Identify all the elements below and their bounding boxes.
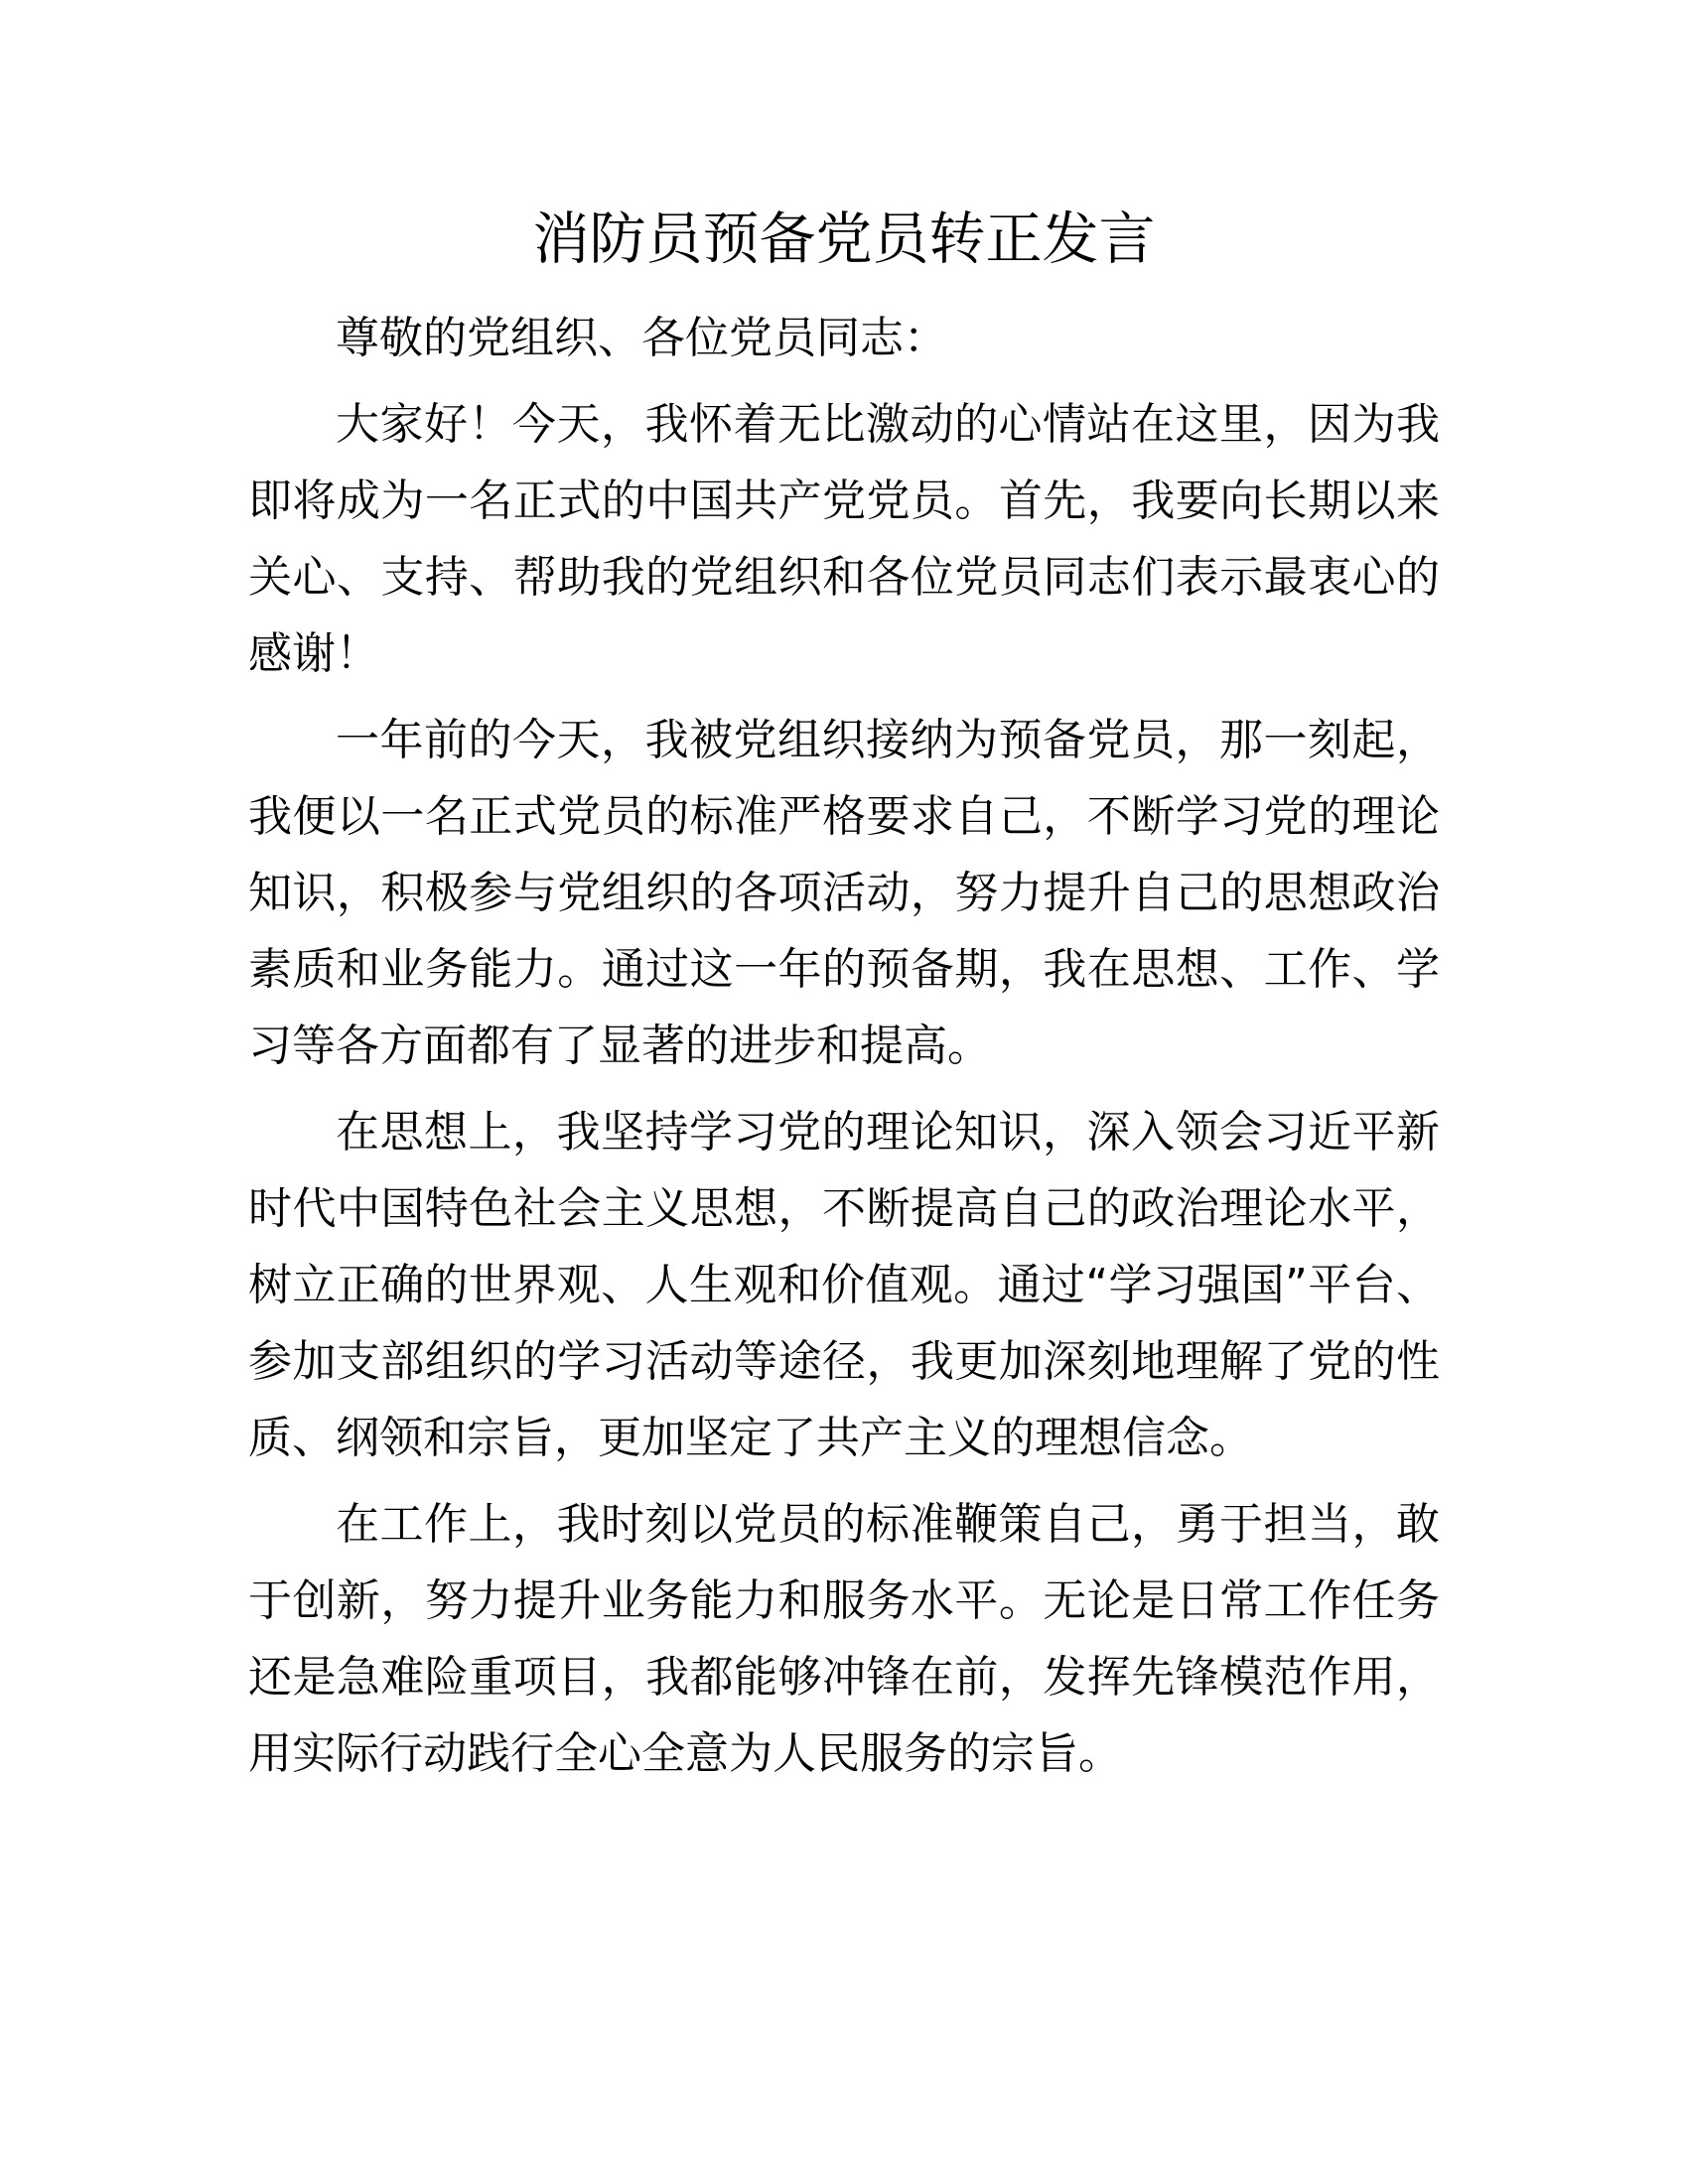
paragraph-work: 在工作上，我时刻以党员的标准鞭策自己，勇于担当，敢于创新，努力提升业务能力和服务水平。无论是日常工作任务还是急难险重项目，我都能够冲锋在前，发挥先锋模范作用，用实际行动践行全心全意为人民服务的宗旨。: [248, 1499, 1440, 1779]
document-body: [248, 300, 1440, 1802]
paragraph-ideology: 在思想上，我坚持学习党的理论知识，深入领会习近平新时代中国特色社会主义思想，不断提高自己的政治理论水平，树立正确的世界观、人生观和价值观。通过“学习强国”平台、参加支部组织的学习活动等途径，我更加深刻地理解了党的性质、纲领和宗旨，更加坚定了共产主义的理想信念。: [248, 1107, 1440, 1463]
paragraph-greeting: 大家好！今天，我怀着无比激动的心情站在这里，因为我即将成为一名正式的中国共产党党员。首先，我要向长期以来关心、支持、帮助我的党组织和各位党员同志们表示最衷心的感谢！: [248, 399, 1440, 679]
document-title: 消防员预备党员转正发言: [532, 206, 1156, 272]
paragraph-probation-review: 一年前的今天，我被党组织接纳为预备党员，那一刻起，我便以一名正式党员的标准严格要求自己，不断学习党的理论知识，积极参与党组织的各项活动，努力提升自己的思想政治素质和业务能力。通过这一年的预备期，我在思想、工作、学习等各方面都有了显著的进步和提高。: [248, 715, 1440, 1071]
salutation: 尊敬的党组织、各位党员同志：: [336, 313, 947, 363]
